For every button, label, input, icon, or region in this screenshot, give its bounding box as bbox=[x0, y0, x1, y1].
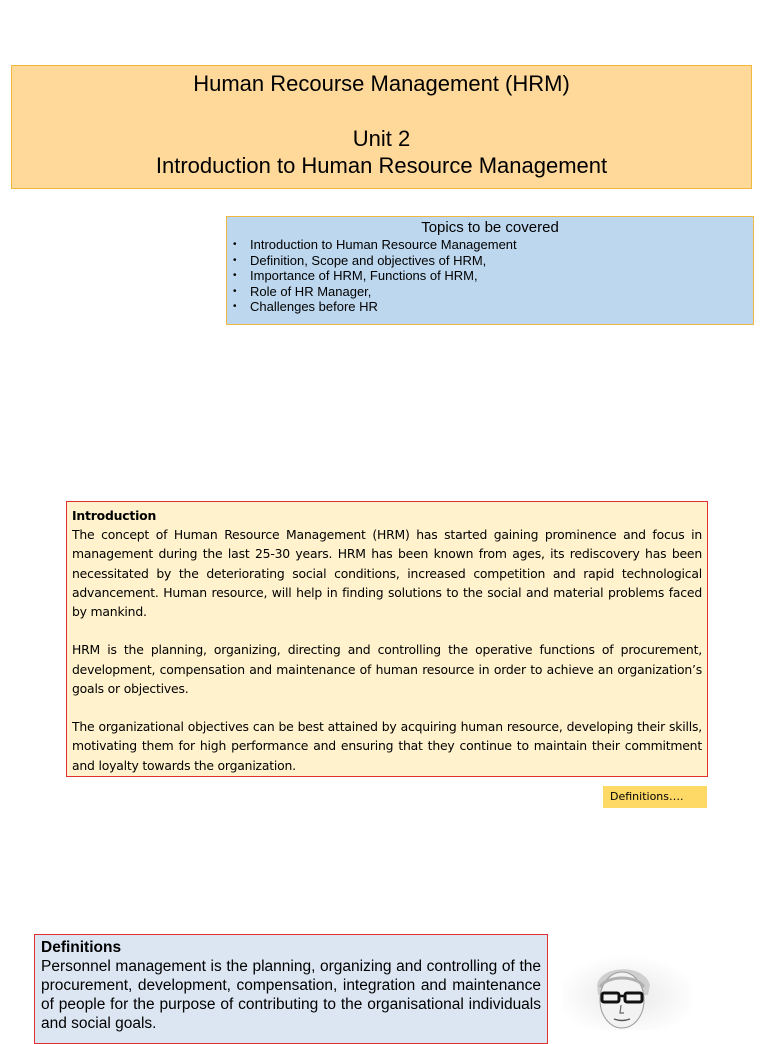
topics-heading: Topics to be covered bbox=[421, 219, 559, 236]
topic-item: • Importance of HRM, Functions of HRM, bbox=[233, 268, 747, 284]
definitions-text: Personnel management is the planning, organizing and controlling of the procurement, development, compensation, integration and maintenance of people for the purpose of contributing to the organisational individuals and social goals. bbox=[41, 958, 541, 1032]
definitions-link[interactable]: Definitions…. bbox=[603, 786, 707, 808]
definitions-heading: Definitions bbox=[41, 939, 122, 956]
topics-box bbox=[226, 216, 754, 325]
portrait-man-glasses-icon bbox=[562, 955, 692, 1030]
unit-number: Unit 2 bbox=[352, 126, 411, 151]
topic-item: • Definition, Scope and objectives of HRM, bbox=[233, 253, 747, 269]
topic-item: • Role of HR Manager, bbox=[233, 284, 747, 300]
topic-item: • Introduction to Human Resource Management bbox=[233, 237, 747, 253]
unit-title: Introduction to Human Resource Management bbox=[155, 153, 608, 178]
introduction-paragraph: The organizational objectives can be best attained by acquiring human resource, developing their skills, motivating them for high performance and ensuring that they continue to maintain their commitment and loyalty towards the organization. bbox=[72, 719, 702, 773]
title-box bbox=[11, 65, 752, 189]
introduction-paragraph: The concept of Human Resource Management (HRM) has started gaining prominence and focus in management during the last 25-30 years. HRM has been known from ages, its rediscovery has been necessitated by the deteriorating social conditions, increased competition and rapid technological advancement. Human resource, will help in finding solutions to the social and material problems faced by mankind. bbox=[72, 527, 702, 620]
introduction-paragraph: HRM is the planning, organizing, directing and controlling the operative functions of procurement, development, compensation and maintenance of human resource in order to achieve an organization’s goals or objectives. bbox=[72, 642, 702, 696]
topics-list bbox=[233, 237, 747, 315]
course-title: Human Recourse Management (HRM) bbox=[193, 71, 570, 96]
introduction-box bbox=[66, 501, 708, 777]
introduction-heading: Introduction bbox=[72, 508, 157, 523]
definitions-box bbox=[34, 934, 548, 1044]
topic-item: • Challenges before HR bbox=[233, 299, 747, 315]
